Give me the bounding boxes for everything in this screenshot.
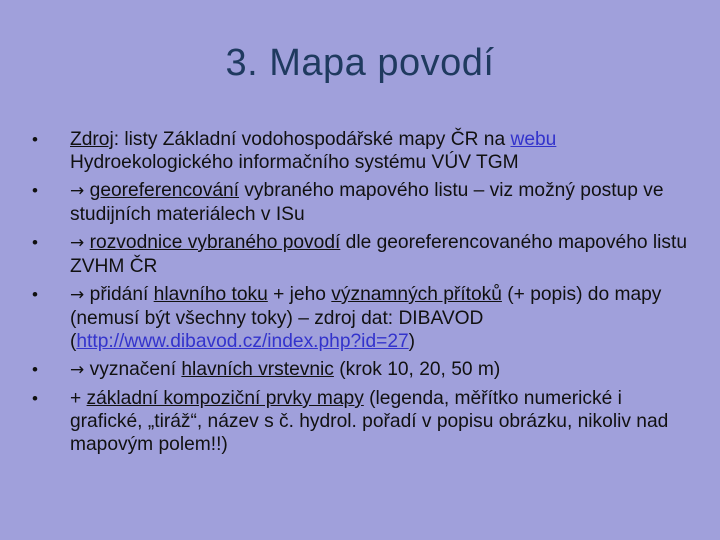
hyperlink[interactable]: http://www.dibavod.cz/index.php?id=27 bbox=[76, 331, 409, 352]
bullet-item bbox=[32, 128, 692, 174]
bullet-item bbox=[32, 358, 692, 382]
arrow-right-icon: → bbox=[70, 360, 90, 380]
bullet-item bbox=[32, 231, 692, 278]
underlined-term: rozvodnice vybraného povodí bbox=[89, 232, 341, 253]
bullet-text: (krok 10, 20, 50 m) bbox=[333, 359, 501, 380]
bullet-text: vybraného mapového listu – viz možný postup ve studijních materiálech v ISu bbox=[70, 180, 664, 225]
underlined-term: georeferencování bbox=[89, 180, 239, 201]
bullet-text: dle georeferencovaného mapového listu ZVHM ČR bbox=[70, 232, 688, 277]
arrow-right-icon: → bbox=[70, 233, 90, 253]
underlined-term: hlavního toku bbox=[153, 284, 268, 305]
arrow-right-icon: → bbox=[70, 181, 90, 201]
hyperlink[interactable]: webu bbox=[510, 129, 557, 150]
arrow-right-icon: → bbox=[70, 285, 90, 305]
bullet-text: + jeho bbox=[267, 284, 332, 305]
bullet-dot-icon: • bbox=[32, 360, 38, 379]
bullet-item bbox=[32, 179, 692, 226]
bullet-dot-icon: • bbox=[32, 233, 38, 252]
bullet-text: (legenda, měřítko numerické i grafické, „tiráž“, název s č. hydrol. pořadí v popisu obrázku, nikoliv nad mapovým polem!!) bbox=[70, 388, 669, 455]
bullet-text: přidání bbox=[89, 284, 154, 305]
bullet-text: + bbox=[70, 388, 87, 409]
bullet-dot-icon: • bbox=[32, 285, 38, 304]
underlined-term: hlavních vrstevnic bbox=[181, 359, 334, 380]
bullet-dot-icon: • bbox=[32, 181, 38, 200]
bullet-item bbox=[32, 283, 692, 353]
underlined-term: základní kompoziční prvky mapy bbox=[86, 388, 364, 409]
bullet-text: Hydroekologického informačního systému VÚV TGM bbox=[70, 152, 519, 173]
bullet-item bbox=[32, 387, 692, 456]
bullet-text: vyznačení bbox=[89, 359, 182, 380]
bullet-dot-icon: • bbox=[32, 389, 38, 408]
bullet-list bbox=[32, 128, 692, 461]
bullet-text: (+ popis) do mapy (nemusí být všechny toky) – zdroj dat: DIBAVOD ( bbox=[70, 284, 662, 352]
slide-title: 3. Mapa povodí bbox=[225, 42, 495, 84]
bullet-dot-icon: • bbox=[32, 130, 38, 149]
underlined-term: Zdroj bbox=[70, 129, 114, 150]
bullet-text: ) bbox=[408, 331, 416, 352]
bullet-text: : listy Základní vodohospodářské mapy ČR na bbox=[113, 129, 511, 150]
underlined-term: významných přítoků bbox=[331, 284, 502, 305]
